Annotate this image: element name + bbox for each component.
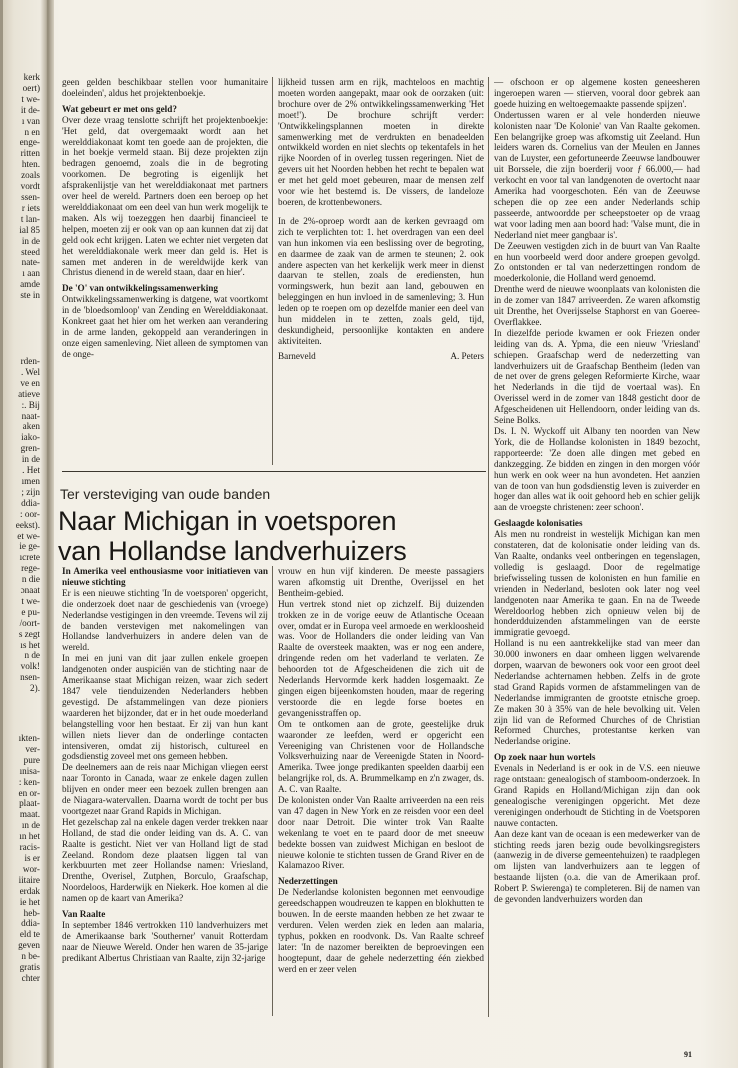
left-fragment-line: ı aan <box>22 268 40 279</box>
left-fragment-line: t we- <box>21 93 40 104</box>
left-fragment-line: et we- <box>17 530 40 541</box>
left-fragment-line: atieve <box>18 388 40 399</box>
left-fragment-line: . Het <box>22 465 40 476</box>
section-divider <box>62 471 486 472</box>
left-fragment-line: ın de <box>21 820 40 831</box>
article-col1-paragraph-1: Er is een nieuwe stichting 'In de voetsporen' opgericht, die onderzoek doet naar de geschiedenis van (vroege) Nederlandse vestigingen in den vreemde. Tevens wil zij de banden verstevigen met nakomelingen van Hollandse landverhuizers in andere delen van de wereld. <box>62 587 268 653</box>
top-column-1 <box>62 77 268 460</box>
left-fragment-line: : oor- <box>20 508 40 519</box>
left-fragment-line: iako- <box>21 432 40 443</box>
left-fragment-line: rege- <box>21 563 40 574</box>
subheading-ontwikkelingssamenwerking: De 'O' van ontwikkelingssamenwerking <box>62 283 218 294</box>
left-fragment-line: ver- <box>25 743 40 754</box>
top-col1-paragraph-1: Over deze vraag tenslotte schrijft het projektenboekje: 'Het geld, dat overgemaakt wordt aan het werelddiakonaat komt ten goede aan de projekten, die in het boekje vermeld staan. Bij deze projekten zijn bedragen genoemd, zoals die in de begroting voorkomen. De begroting is eigenlijk het afsprakenlijstje van het werelddiakonaat met partners over heel de wereld. Partners doen een beroep op het werelddiakonaat om een deel van hun werk mogelijk te maken. Als wij toezeggen hen daarbij financieel te helpen, moeten zij er ook van op aan kunnen dat zij dat geld ook echt krijgen. Laten we echter niet vergeten dat het werelddiakonale werk meer dan geld is. Het is samen met anderen in de wereldwijde kerk van Christus dienend in de wereld staan, daar en hier'. <box>62 114 268 278</box>
left-fragment-line: racis- <box>19 842 40 853</box>
article-col3-paragraph-2: Ondertussen waren er al vele honderden nieuwe kolonisten naar 'De Kolonie' van Van Raalte gekomen. Een belangrijke groep was afkomstig uit Zeeland. Hun leiders waren ds. Cornelius van der Meulen en Jannes van de Luyster, een gefortuneerde Zeeuwse landbouwer uit Borssele, die zijn boerderij voor ƒ 66.000,— had verkocht en voor tal van landgenoten de overtocht naar Amerika had voorgeschoten. Eén van de Zeeuwse schepen die op zee een ander Nederlands schip passeerde, antwoordde per scheepstoeter op de vraag wat voor lading men aan boord had: 'Valse munt, die in Nederland niet meer gangbaar is'. <box>494 109 700 240</box>
left-fragment-line: hten. <box>21 159 40 170</box>
article-col3-paragraph-8: Holland is nu een aantrekkelijke stad van meer dan 30.000 inwoners en daar omheen liggen welvarende dorpen, waarvan de bewoners ook voor een groot deel Nederlandse achternamen hebben. Zelfs in de grote stad Grand Rapids vormen de afstammelingen van de Nederlandse immigranten de grootste etnische groep. Ze maken 30 à 35% van de hele bevolking uit. Velen zijn lid van de Reformed Churches of de Christian Reformed Churches, protestantse kerken van Nederlandse origine. <box>494 638 700 747</box>
left-fragment-line: ı van <box>21 115 40 126</box>
left-fragment-line: ın het <box>19 831 40 842</box>
left-fragment-line: ve en <box>20 377 40 388</box>
signature-place: Barneveld <box>278 350 316 361</box>
article-col3-paragraph-4: Drenthe werd de nieuwe woonplaats van kolonisten die in de zomer van 1847 arriveerden. Ze waren afkomstig uit Drenthe, het Overijsselse Staphorst en van Goeree-Overflakkee. <box>494 284 700 327</box>
left-fragment-line: in de <box>21 454 40 465</box>
article-col3-paragraph-9: Evenals in Nederland is er ook in de V.S. een nieuwe rage ontstaan: genealogisch of stamboom-onderzoek. In Grand Rapids en Holland/Michigan zijn dan ook genealogische verenigingen opgericht. Met deze verenigingen onderhoudt de Stichting in de Voetsporen nauwe contacten. <box>494 763 700 828</box>
left-fragment-line: aken <box>22 421 40 432</box>
left-fragment-line: ımen <box>21 475 40 486</box>
left-fragment-line: is er <box>24 852 40 863</box>
subheading-nederzettingen: Nederzettingen <box>278 876 338 887</box>
left-page-fragment-bottom <box>2 733 40 984</box>
left-fragment-line: enge- <box>19 137 40 148</box>
left-fragment-line: gratis <box>19 962 40 973</box>
left-fragment-line: /oort- <box>19 617 40 628</box>
article-col2-paragraph-3: Om te ontkomen aan de grote, geestelijke druk waaronder ze leefden, werd er opgericht een Vereeniging van Christenen voor de Hollandsche Volksverhuizing naar de Vereenigde Staten in Noord-Amerika. Twee jonge predikanten speelden daarbij een belangrijke rol, ds. A. Brummelkamp en z'n zwager, ds. A. C. van Raalte. <box>278 718 484 795</box>
left-fragment-line: steed <box>21 246 40 257</box>
left-fragment-line: n en <box>24 126 40 137</box>
left-fragment-line: pure <box>23 754 40 765</box>
left-fragment-line: volk! <box>20 661 40 672</box>
left-fragment-line: n die <box>21 574 40 585</box>
left-fragment-line: plaat- <box>19 798 40 809</box>
left-page-fragment-top <box>2 72 40 301</box>
left-fragment-line: ddia- <box>21 497 40 508</box>
left-fragment-line: ıkten- <box>18 733 40 743</box>
left-fragment-line: e pu- <box>21 606 40 617</box>
left-fragment-line: nate- <box>21 257 40 268</box>
left-fragment-line: :. Bij <box>21 399 40 410</box>
article-kicker: Ter versteviging van oude banden <box>60 486 271 502</box>
left-fragment-line: ınisa- <box>19 765 40 776</box>
column-rule-top-1 <box>272 77 273 465</box>
article-column-1 <box>62 566 268 1016</box>
left-fragment-line: ɔnaat <box>20 585 40 596</box>
top-col1-intro: geen gelden beschikbaar stellen voor humanitaire doeleinden', aldus het projektenboekje. <box>62 77 268 98</box>
article-col1-paragraph-5: In september 1846 vertrokken 110 landverhuizers met de Amerikaanse bark 'Southerner' vanuit Rotterdam naar de Nieuwe Wereld. Onder hen waren de 35-jarige predikant Albertus Christiaan van Raalte, zijn 32-jarige <box>62 920 268 963</box>
article-col3-paragraph-5: In diezelfde periode kwamen er ook Friezen onder leiding van ds. A. Ypma, die een nieuw 'Vriesland' schiepen. Graafschap werd de nederzetting van landverhuizers uit de Graafschap Bentheim (leden van de net over de grens gelegen Reformierte Kirche, waar het Nederlands in die tijd de voertaal was). En Overissel werd in de zomer van 1848 gesticht door de Afgescheidenen uit Hellendoorn, onder leiding van ds. Seine Bolks. <box>494 327 700 426</box>
left-fragment-line: geven <box>18 940 40 951</box>
top-col1-paragraph-2: Ontwikkelingssamenwerking is datgene, wat voortkomt in de 'bloedsomloop' van Zending en Werelddiakonaat. Konkreet gaat het hier om het werken aan verandering in de arme landen, gekoppeld aan veranderingen in onze eigen samenleving. Niet alleen de symptomen van de onge- <box>62 294 268 359</box>
left-fragment-line: : ken- <box>18 776 40 787</box>
article-col3-paragraph-10: Aan deze kant van de oceaan is een medewerker van de stichting reeds jaren bezig oude bevolkingsregisters (aanwezig in de diverse gemeentehuizen) te raadplegen om lijsten van landverhuizers aan te leggen of bestaande lijsten (o.a. die van de Amerikaan prof. Robert P. Swierenga) te completeren. Bij de namen van de gevonden landverhuizers worden dan <box>494 828 700 905</box>
left-page-fragment-middle <box>2 356 40 694</box>
column-rule-article <box>272 566 273 1016</box>
column-rule-right <box>488 77 489 1017</box>
left-fragment-line: in de <box>21 235 40 246</box>
left-fragment-line: maat. <box>19 809 40 820</box>
left-fragment-line: . Wel <box>21 366 40 377</box>
article-col3-paragraph-1: — ofschoon er op algemene kosten geneesheren ingeroepen waren — stierven, vooral door gebrek aan goede huizing en weltoegemaakte passende spijzen'. <box>494 77 700 109</box>
top-column-2 <box>278 77 484 467</box>
left-fragment-line: t we- <box>21 595 40 606</box>
article-deck: In Amerika veel enthousiasme voor initiatieven van nieuwe stichting <box>62 566 268 587</box>
page-number: 91 <box>684 1050 692 1059</box>
left-fragment-line: iitaire <box>18 874 40 885</box>
left-fragment-line: ie het <box>19 896 40 907</box>
subheading-op-zoek: Op zoek naar hun wortels <box>494 752 596 763</box>
left-fragment-line: ial 85 <box>19 224 40 235</box>
left-fragment-line: nsen- <box>20 672 40 683</box>
left-fragment-line: eekst). <box>15 519 40 530</box>
left-fragment-line: heb- <box>23 907 40 918</box>
article-col3-paragraph-7: Als men nu rondreist in westelijk Michigan kan men constateren, dat de kolonisatie onder leiding van ds. Van Raalte, ondanks veel ontberingen en tegenslagen, volledig is geslaagd. Door de regelmatige briefwisseling tussen de kolonisten en hun familie en vrienden in Nederland, besloten ook later nog veel landgenoten naar Amerika te gaan. En na de Tweede Wereldoorlog hebben zich opnieuw velen bij de honderdduizenden afstammelingen van de eerste immigratie gevoegd. <box>494 529 700 638</box>
left-fragment-line: it de- <box>20 104 40 115</box>
left-fragment-line: gren- <box>20 443 40 454</box>
left-fragment-line: 2). <box>30 683 40 694</box>
article-col3-paragraph-3: De Zeeuwen vestigden zich in de buurt van Van Raalte en hun voorbeeld werd door andere groepen gevolgd. Zo ontstonden er tal van nederzettingen rondom de moederkolonie, die Holland werd genoemd. <box>494 240 700 284</box>
left-fragment-line: ddia- <box>21 918 40 929</box>
left-fragment-line: kerk <box>23 72 40 82</box>
article-headline <box>58 506 488 566</box>
left-fragment-line: erdak <box>19 885 40 896</box>
article-col1-paragraph-2: In mei en juni van dit jaar zullen enkele groepen landgenoten onder auspiciën van de stichting naar de Amerikaanse staat Michigan reizen, waar zich sedert 1847 vele tienduizenden Nederlanders hebben gevestigd. De afstammelingen van deze pioniers waarderen het bijzonder, dat er in het oude moederland belangstelling voor hen bestaat. Er zij van hun kant willen niets liever dan de onderlinge contacten intensiveren, omdat zij historisch, cultureel en godsdienstig zoveel met ons gemeen hebben. <box>62 653 268 762</box>
article-col1-paragraph-3: De deelnemers aan de reis naar Michigan vliegen eerst naar Toronto in Canada, waar ze enkele dagen zullen blijven en onder meer een bezoek zullen brengen aan de Niagara-watervallen. Daarna wordt de tocht per bus voortgezet naar Grand Rapids in Michigan. <box>62 762 268 816</box>
left-fragment-line: eld te <box>19 929 40 940</box>
left-fragment-line: ritten <box>20 148 40 159</box>
article-col3-paragraph-6: Ds. I. N. Wyckoff uit Albany ten noorden van New York, die de Hollandse kolonisten in 1849 bezocht, rapporteerde: 'Ze doen alle dingen met gebed en dankzegging. Ze bidden en zingen in den morgen vóór hun werk en ook weer na hun avondeten. Het aanzien van de toon van hun godsdienstig leven is zuiverder en hoger dan alles wat ik ooit gehoord heb en schier gelijk aan de vroegste christenen: zeer schoon'. <box>494 426 700 513</box>
left-fragment-line: naat- <box>21 410 40 421</box>
left-fragment-line: s zegt <box>18 628 40 639</box>
left-fragment-line: amde <box>20 279 40 290</box>
left-fragment-line: t lan- <box>20 213 40 224</box>
top-col2-paragraph-1: lijkheid tussen arm en rijk, machteloos en machtig moeten worden aangepakt, maar ook de oorzaken (uit: brochure over de 2% ontwikkelingssamenwerking 'Het moet!'). De brochure schrijft verder: 'Ontwikkelingsplannen moeten in direkte samenwerking met de verdrukten en benadeelden ontwikkeld worden en niet slechts op tekentafels in het rijke Noorden of in overleg tussen regeringen. Niet de gevers uit het Noorden hebben het recht te bepalen wat er met het geld moet gebeuren, maar de mensen zelf voor wie het bestemd is. De vissers, de landeloze boeren, de krottenbewoners. <box>278 77 484 207</box>
left-fragment-line: wor- <box>22 863 40 874</box>
left-fragment-line: r iets <box>21 202 40 213</box>
article-col1-paragraph-4: Het gezelschap zal na enkele dagen verder trekken naar Holland, de stad die onder leiding van ds. A. C. van Raalte is gesticht. Niet ver van Holland ligt de stad Zeeland. Rondom deze plaatsen liggen tal van kerkbuurten met zeer Hollandse namen: Vriesland, Drenthe, Overisel, Zutphen, Borculo, Graafschap, Noordeloos, Harderwijk en Niekerk. Hoe komen al die namen op de kaart van Amerika? <box>62 816 268 904</box>
article-col2-paragraph-1: vrouw en hun vijf kinderen. De meeste passagiers waren afkomstig uit Drenthe, Overijssel en het Bentheim-gebied. <box>278 566 484 598</box>
subheading-van-raalte: Van Raalte <box>62 909 106 920</box>
signature-author: A. Peters <box>450 350 484 361</box>
subheading-wat-gebeurt: Wat gebeurt er met ons geld? <box>62 103 177 114</box>
article-column-2 <box>278 566 484 1016</box>
left-fragment-line: ıcrete <box>19 552 40 563</box>
headline-line-1: Naar Michigan in voetsporen <box>58 506 397 536</box>
binding-gutter <box>40 0 54 1068</box>
article-col2-paragraph-4: De kolonisten onder Van Raalte arriveerden na een reis van 47 dagen in New York en ze reisden voor een deel door naar Detroit. Die winter trok Van Raalte wekenlang te voet en te paard door de met sneeuw bedekte bossen van zuidwest Michigan en besloot de nieuwe kolonie te stichten tussen de Grand River en de Kalamazoo River. <box>278 795 484 871</box>
left-fragment-line: vordt <box>20 181 40 192</box>
left-fragment-line: ; zijn <box>21 486 40 497</box>
left-fragment-line: zoals <box>21 170 40 181</box>
headline-line-2: van Hollandse landverhuizers <box>58 536 407 566</box>
signature-line <box>278 351 484 362</box>
top-col2-paragraph-2: In de 2%-oproep wordt aan de kerken gevraagd om zich te verplichten tot: 1. het overdragen van een deel van hun inkomen via een beslissing over de begroting, en daarmee de zaak van de armen te steunen; 2. ook andere aspecten van het kerkelijk werk meer in dienst daarvan te stellen, zoals de erediensten, hun vormingswerk, hun bezit aan land, gebouwen en beleggingen en hun invloed in de samenleving; 3. Hun leden op te roepen om op dezelfde manier een deel van hun middelen in te zetten, zoals geld, tijd, deskundigheid, persoonlijke kontakten en andere aktiviteiten. <box>278 215 484 346</box>
left-fragment-line: ıs het <box>20 639 40 650</box>
article-column-3 <box>494 77 700 1017</box>
left-fragment-line: chter <box>21 972 40 983</box>
left-fragment-line: rden- <box>20 356 40 366</box>
left-fragment-line: n be- <box>21 951 40 962</box>
left-fragment-line: ssen- <box>21 191 40 202</box>
subheading-geslaagde-kolonisaties: Geslaagde kolonisaties <box>494 518 583 529</box>
left-fragment-line: ste in <box>20 290 40 301</box>
left-fragment-line: n de <box>24 650 40 661</box>
left-fragment-line: en or- <box>18 787 40 798</box>
left-fragment-line: ie ge- <box>19 541 40 552</box>
article-col2-paragraph-2: Hun vertrek stond niet op zichzelf. Bij duizenden trokken ze in de vorige eeuw de Atlantische Oceaan over, omdat er in Europa veel armoede en werkloosheid was. Voor de Hollanders die onder leiding van Van Raalte de oversteek maakten, was er nog een andere, dringende reden om het vaderland te verlaten. Ze behoorden tot de Afgescheidenen die zich uit de Nederlands Hervormde kerk hadden losgemaakt. Ze gingen eigen bijeenkomsten houden, maar de regering verstoorde die en legde forse boetes en gevangenisstraffen op. <box>278 598 484 718</box>
article-col2-paragraph-5: De Nederlandse kolonisten begonnen met eenvoudige gereedschappen woudreuzen te kappen en blokhutten te bouwen. In de eerste maanden hebben ze het zwaar te verduren. Velen werden ziek en leden aan malaria, typhus, pokken en roodvonk. Ds. Van Raalte schreef later: 'In de nazomer bereikten de beproevingen een hoogtepunt, daar de gehele nederzetting één ziekbed werd en er zeer velen <box>278 887 484 974</box>
left-fragment-line: oert) <box>22 82 40 93</box>
